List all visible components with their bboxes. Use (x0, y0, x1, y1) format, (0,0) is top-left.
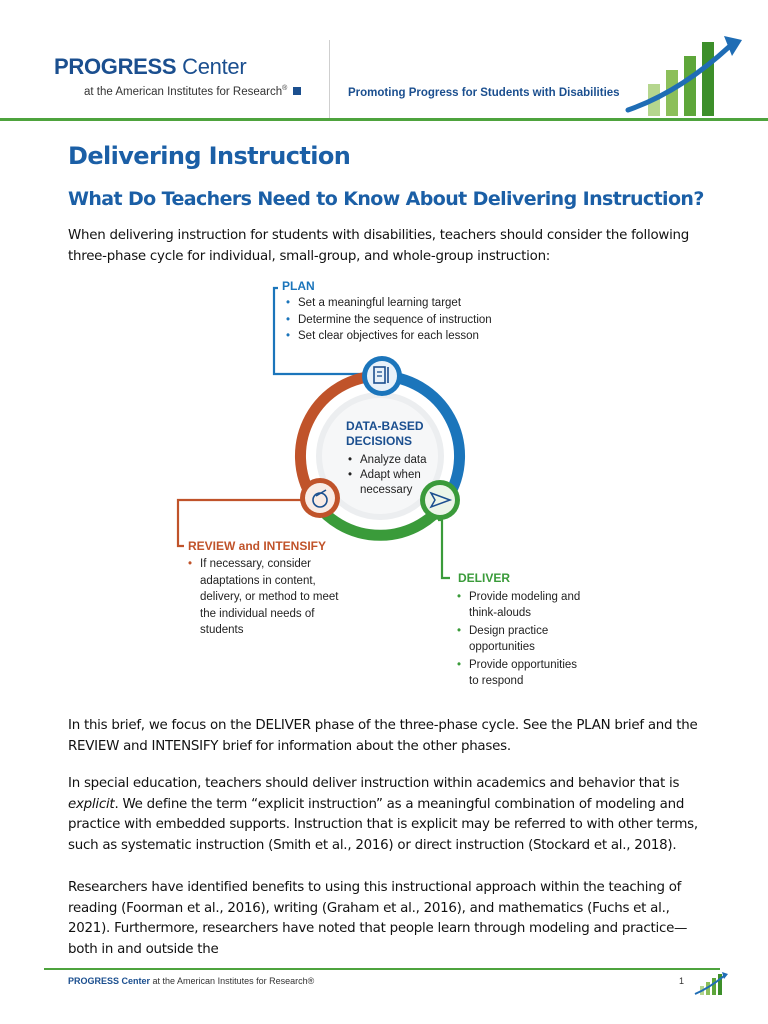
deliver-item: • Provide opportunities to respond (457, 657, 587, 689)
review-node-icon (300, 478, 340, 518)
page-title: Delivering Instruction (68, 142, 351, 170)
p2-text-a: In special education, teachers should deliver instruction within academics and behavior that is (68, 776, 680, 791)
tagline: Promoting Progress for Students with Disabilities (348, 87, 620, 99)
brand-square-icon (293, 87, 301, 95)
registered-mark: ® (282, 85, 288, 92)
intro-paragraph: When delivering instruction for students with disabilities, teachers should consider the following three-phase cycle for individual, small-group, and whole-group instruction: (68, 228, 690, 264)
progress-bars-logo-icon (620, 22, 745, 122)
footer-rule (44, 968, 720, 970)
plan-title: PLAN (282, 279, 315, 293)
paragraph-explicit-instruction (68, 774, 708, 856)
plan-node-icon (362, 356, 402, 396)
footer-logo-icon (693, 968, 729, 998)
deliver-list (457, 589, 587, 689)
footer-brand: PROGRESS Center (68, 976, 151, 986)
brand-subtitle (84, 85, 301, 98)
header-rule (0, 118, 768, 121)
paragraph-research-benefits: Researchers have identified benefits to using this instructional approach within the teaching of reading (Foorman et al., 2016), writing (Graham et al., 2016), and mathematics (Fuchs et al., 2021). Furthermore, researchers have noted that people learn through modeling and practice—both in and outside the (68, 880, 688, 957)
footer-rest: at the American Institutes for Research® (150, 976, 315, 986)
review-list (188, 556, 340, 639)
plan-item: • Set a meaningful learning target (286, 295, 526, 312)
review-item: • If necessary, consider adaptations in content, delivery, or method to meet the individual needs of students (188, 556, 340, 639)
brand-center: Center (176, 54, 247, 79)
p2-text-b: . We define the term “explicit instruction” as a meaningful combination of modeling and practice with embedded supports. Instruction that is explicit may be referred to with other terms, such as systematic instruction (Smith et al., 2016) or direct instruction (Stockard et al., 2018). (68, 796, 698, 853)
page-number: 1 (679, 976, 685, 986)
header-divider (329, 40, 330, 120)
center-title (346, 419, 424, 449)
brand-name (54, 54, 246, 80)
deliver-item: • Provide modeling and think-alouds (457, 589, 587, 621)
plan-list (286, 295, 526, 345)
review-title: REVIEW and INTENSIFY (188, 539, 327, 553)
center-item: • Adapt when necessary (348, 468, 432, 498)
deliver-title: DELIVER (458, 571, 511, 585)
plan-item: • Set clear objectives for each lesson (286, 328, 526, 345)
brand-bold: PROGRESS (54, 54, 177, 79)
section-heading: What Do Teachers Need to Know About Delivering Instruction? (68, 188, 704, 210)
deliver-connector (438, 520, 450, 578)
center-list (348, 453, 432, 498)
paragraph-deliver-focus: In this brief, we focus on the DELIVER phase of the three-phase cycle. See the PLAN brief and the REVIEW and INTENSIFY brief for information about the other phases. (68, 718, 698, 754)
center-title-line1: DATA-BASED (346, 419, 424, 433)
deliver-item: • Design practice opportunities (457, 623, 587, 655)
center-title-line2: DECISIONS (346, 434, 413, 448)
p2-emphasis: explicit (68, 796, 115, 812)
brand-sub-text: at the American Institutes for Research (84, 85, 283, 98)
center-item: • Analyze data (348, 453, 432, 468)
footer-text (68, 976, 314, 986)
plan-item: • Determine the sequence of instruction (286, 312, 526, 329)
